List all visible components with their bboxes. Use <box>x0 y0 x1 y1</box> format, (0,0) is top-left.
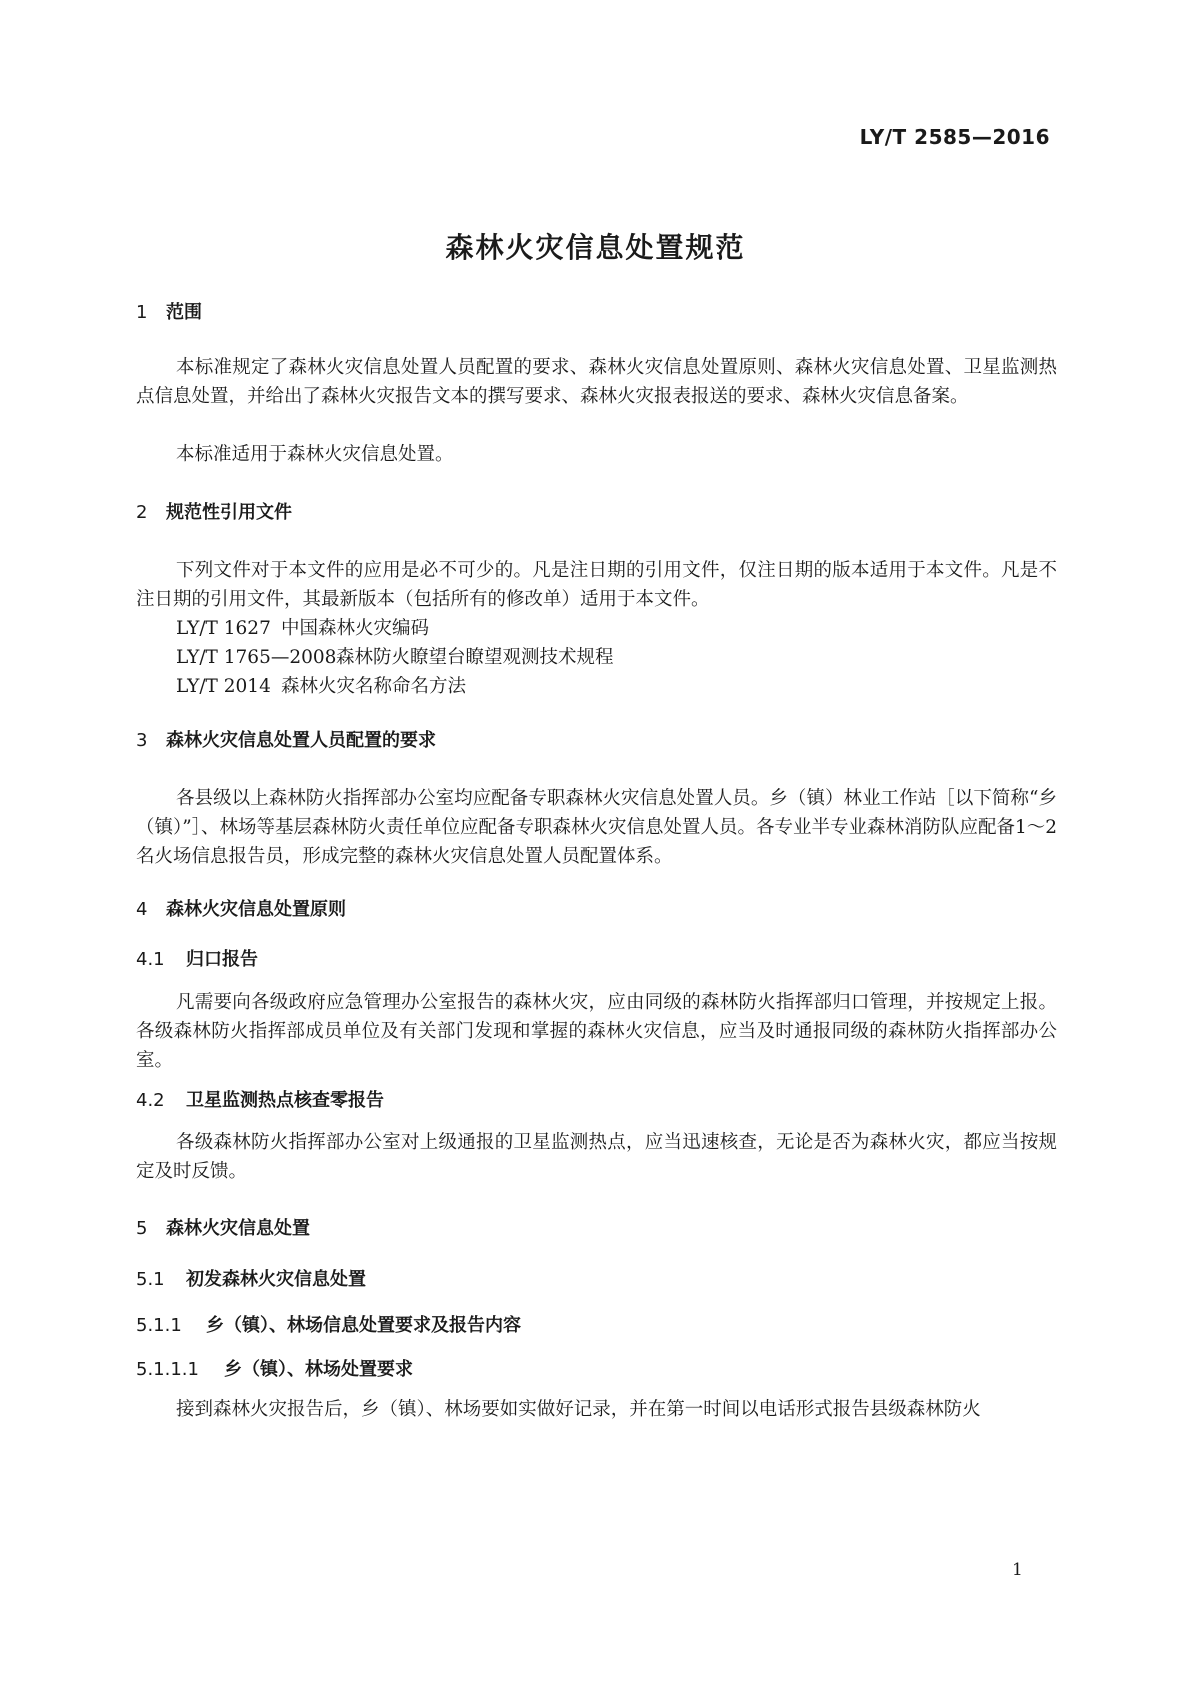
section-title: 乡（镇）、林场信息处置要求及报告内容 <box>206 1315 521 1336</box>
section-number: 4.1 <box>136 949 165 970</box>
section-title: 卫星监测热点核查零报告 <box>186 1090 384 1111</box>
section-title: 森林火灾信息处置人员配置的要求 <box>166 730 436 751</box>
paragraph-references-intro: 下列文件对于本文件的应用是必不可少的。凡是注日期的引用文件，仅注日期的版本适用于本文件。凡是不注日期的引用文件，其最新版本（包括所有的修改单）适用于本文件。 <box>136 560 1057 610</box>
reference-name: 森林火灾名称命名方法 <box>281 676 467 697</box>
section-title: 森林火灾信息处置 <box>166 1218 310 1239</box>
document-title: 森林火灾信息处置规范 <box>445 231 746 264</box>
section-number: 5.1 <box>136 1269 165 1290</box>
subsection-heading-4-1 <box>136 947 258 973</box>
section-number: 5.1.1.1 <box>136 1359 199 1380</box>
section-title: 范围 <box>166 302 202 323</box>
section-number: 4 <box>136 899 148 920</box>
subsection-heading-5-1-1-1 <box>136 1357 413 1383</box>
reference-name: 中国森林火灾编码 <box>281 618 430 639</box>
section-heading-1 <box>136 300 202 326</box>
reference-item <box>176 614 429 643</box>
subsection-heading-5-1 <box>136 1267 366 1293</box>
section-number: 3 <box>136 730 148 751</box>
section-number: 2 <box>136 502 148 523</box>
section-number: 5 <box>136 1218 148 1239</box>
page-number: 1 <box>1012 1560 1023 1580</box>
subsection-heading-4-2 <box>136 1088 384 1114</box>
reference-code: LY/T 1627 <box>176 618 271 639</box>
section-heading-4 <box>136 897 346 923</box>
section-heading-3 <box>136 728 436 754</box>
reference-code: LY/T 2014 <box>176 676 271 697</box>
section-heading-5 <box>136 1216 310 1242</box>
paragraph-staffing: 各县级以上森林防火指挥部办公室均应配备专职森林火灾信息处置人员。乡（镇）林业工作站［以下简称“乡（镇）”］、林场等基层森林防火责任单位应配备专职森林火灾信息处置人员。各专业半专业森林消防队应配备1～2名火场信息报告员，形成完整的森林火灾信息处置人员配置体系。 <box>136 788 1058 867</box>
section-number: 5.1.1 <box>136 1315 182 1336</box>
section-title: 规范性引用文件 <box>166 502 292 523</box>
reference-item <box>176 672 466 701</box>
section-heading-2 <box>136 500 292 526</box>
document-code: LY/T 2585—2016 <box>859 125 1050 149</box>
section-title: 森林火灾信息处置原则 <box>166 899 346 920</box>
paragraph-reporting: 凡需要向各级政府应急管理办公室报告的森林火灾，应由同级的森林防火指挥部归口管理，并按规定上报。各级森林防火指挥部成员单位及有关部门发现和掌握的森林火灾信息，应当及时通报同级的森林防火指挥部办公室。 <box>136 992 1057 1071</box>
section-title: 初发森林火灾信息处置 <box>186 1269 366 1290</box>
reference-item <box>176 643 614 672</box>
section-title: 归口报告 <box>186 949 258 970</box>
paragraph-scope-2: 本标准适用于森林火灾信息处置。 <box>176 444 454 465</box>
paragraph-satellite-check: 各级森林防火指挥部办公室对上级通报的卫星监测热点，应当迅速核查，无论是否为森林火灾，都应当按规定及时反馈。 <box>136 1132 1057 1182</box>
subsection-heading-5-1-1 <box>136 1313 521 1339</box>
paragraph-township-handling: 接到森林火灾报告后，乡（镇）、林场要如实做好记录，并在第一时间以电话形式报告县级森林防火 <box>176 1399 981 1420</box>
section-title: 乡（镇）、林场处置要求 <box>224 1359 413 1380</box>
section-number: 1 <box>136 302 148 323</box>
reference-code: LY/T 1765—2008 <box>176 647 337 668</box>
paragraph-scope-1: 本标准规定了森林火灾信息处置人员配置的要求、森林火灾信息处置原则、森林火灾信息处置、卫星监测热点信息处置，并给出了森林火灾报告文本的撰写要求、森林火灾报表报送的要求、森林火灾信息备案。 <box>136 357 1057 407</box>
section-number: 4.2 <box>136 1090 165 1111</box>
reference-name: 森林防火瞭望台瞭望观测技术规程 <box>336 647 614 668</box>
